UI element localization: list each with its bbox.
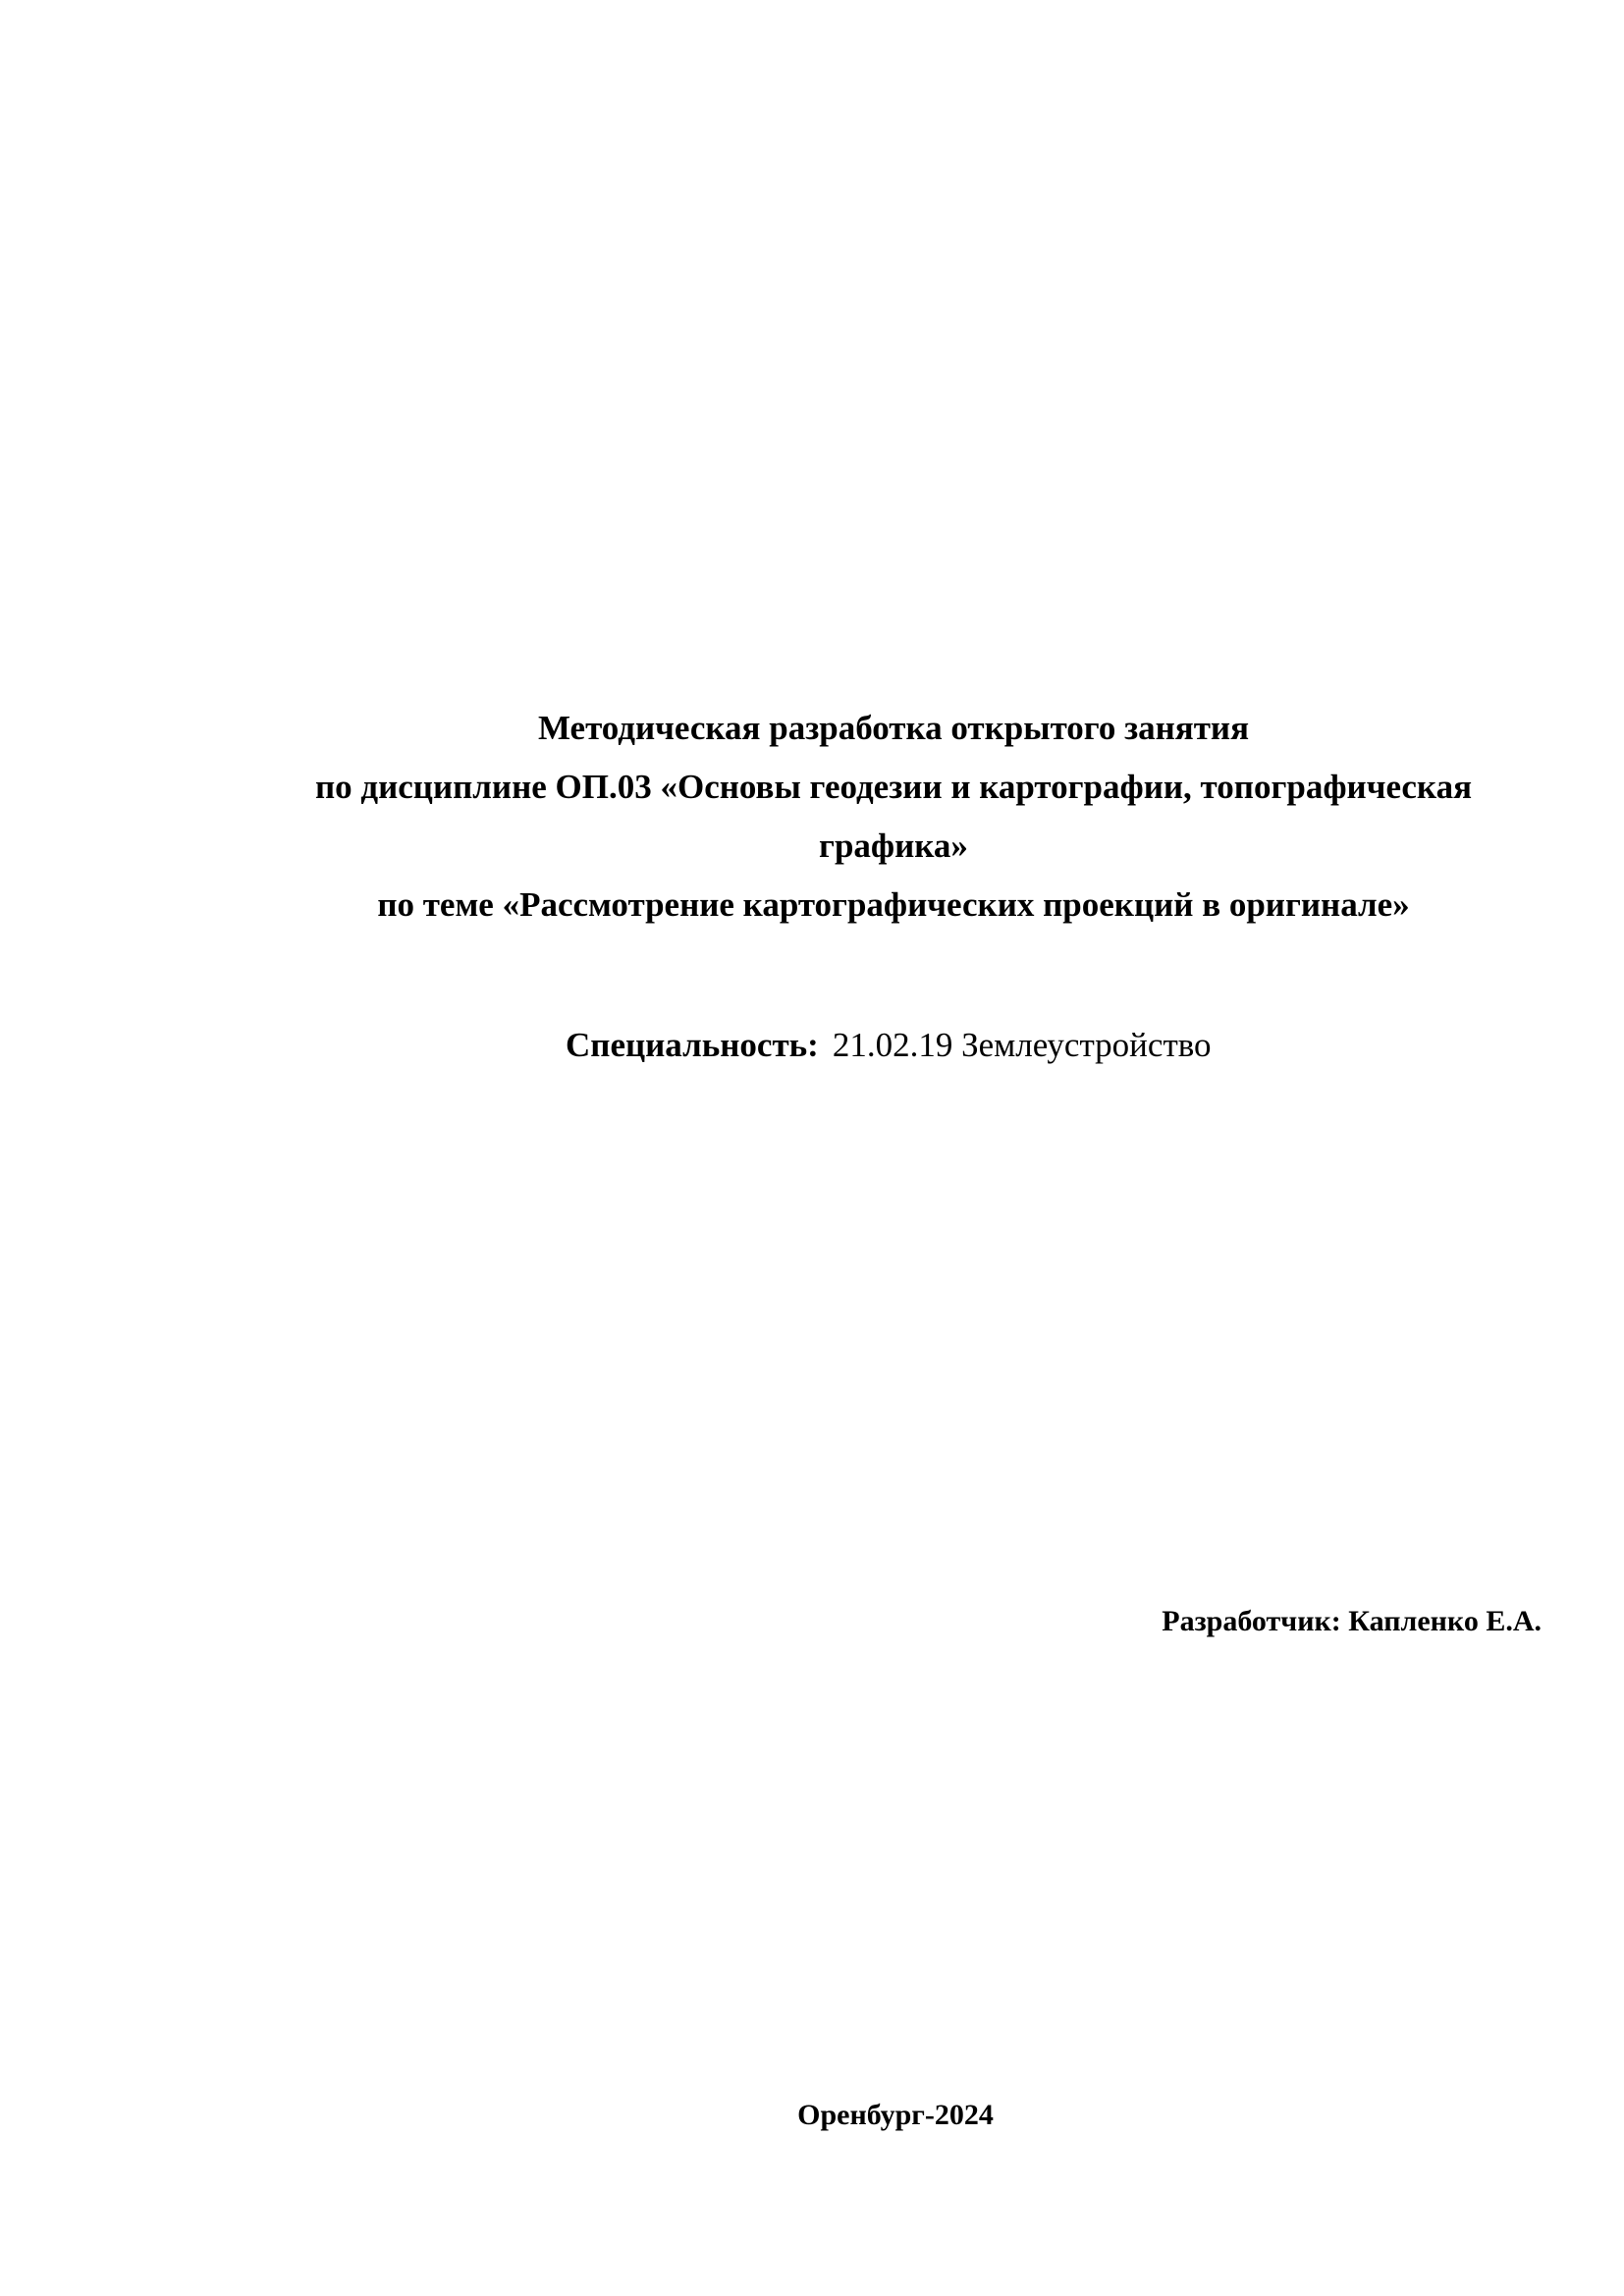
city-year: Оренбург-2024 (797, 2099, 994, 2131)
title-line-3: графика» (819, 827, 968, 865)
title-line-2: по дисциплине ОП.03 «Основы геодезии и картографии, топографическая (314, 768, 1473, 806)
specialty-label: Специальность: (566, 1026, 819, 1064)
title-line-1: Методическая разработка открытого занятия (537, 709, 1250, 747)
title-line-4: по теме «Рассмотрение картографических проекций в оригинале» (377, 885, 1410, 924)
document-title (196, 699, 1591, 934)
developer-credit: Разработчик: Капленко Е.А. (1162, 1605, 1542, 1637)
specialty (566, 1021, 1212, 1070)
specialty-value: 21.02.19 Землеустройство (832, 1026, 1212, 1064)
